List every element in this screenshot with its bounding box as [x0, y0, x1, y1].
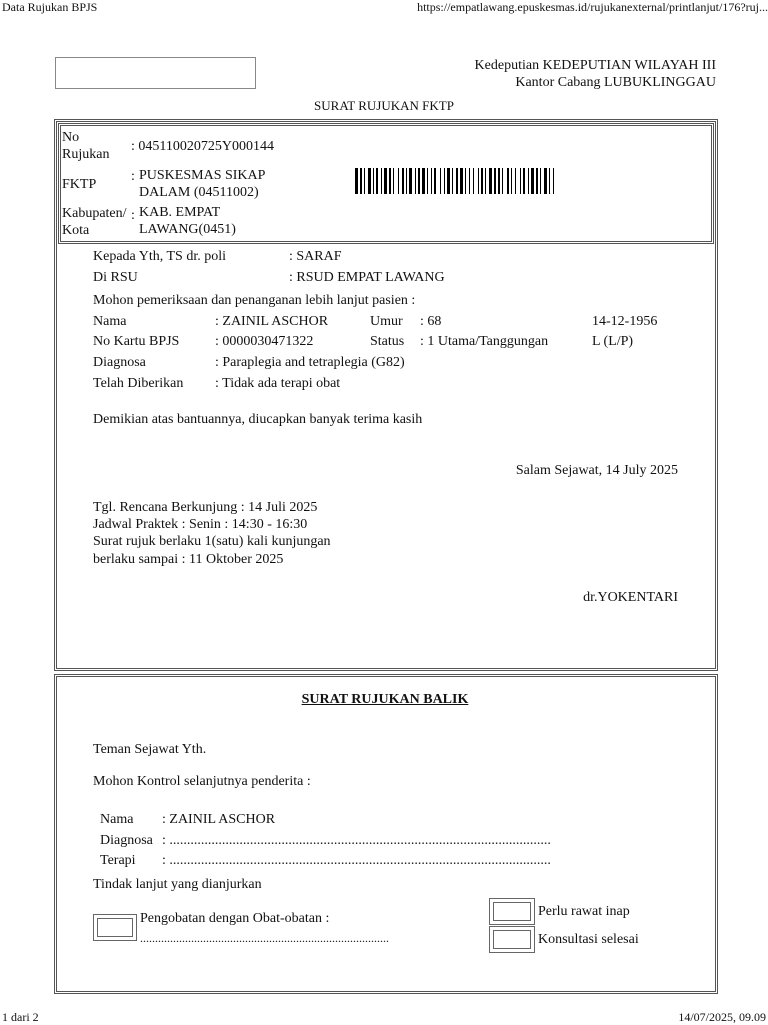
status-value: : 1 Utama/Tanggungan	[420, 334, 549, 349]
kartu-bpjs-label: No Kartu BPJS	[93, 334, 180, 349]
konsultasi-checkbox[interactable]	[489, 926, 535, 953]
balik-nama-label: Nama	[100, 812, 134, 827]
no-rujukan-value: : 045110020725Y000144	[131, 139, 274, 154]
berlaku-sampai: berlaku sampai : 11 Oktober 2025	[93, 552, 284, 567]
header-kedeputian: Kedeputian KEDEPUTIAN WILAYAH III	[474, 58, 716, 73]
rsu-value: : RSUD EMPAT LAWANG	[289, 270, 445, 285]
kartu-bpjs-value: : 0000030471322	[215, 334, 314, 349]
rujukan-balik-title: SURAT RUJUKAN BALIK	[301, 692, 469, 707]
print-page-url: https://empatlawang.epuskesmas.id/rujukanexternal/printlanjut/176?ruj...	[417, 0, 768, 14]
tindak-lanjut-label: Tindak lanjut yang dianjurkan	[93, 877, 262, 892]
rawat-inap-label: Perlu rawat inap	[538, 904, 630, 919]
kepada-value: : SARAF	[289, 249, 342, 264]
umur-value: : 68	[420, 314, 442, 329]
rsu-label: Di RSU	[93, 270, 138, 285]
no-rujukan-label-2: Rujukan	[62, 147, 110, 162]
balik-greeting: Teman Sejawat Yth.	[93, 742, 207, 757]
diberikan-value: : Tidak ada terapi obat	[215, 376, 341, 391]
umur-label: Umur	[370, 314, 403, 329]
kabupaten-colon: :	[131, 208, 135, 223]
doc-title: SURAT RUJUKAN FKTP	[314, 98, 454, 113]
balik-intro: Mohon Kontrol selanjutnya penderita :	[93, 774, 311, 789]
diberikan-label: Telah Diberikan	[93, 376, 184, 391]
status-label: Status	[370, 334, 405, 349]
obat-label: Pengobatan dengan Obat-obatan :	[140, 911, 330, 926]
fktp-value-2: DALAM (04511002)	[139, 185, 259, 200]
request-intro: Mohon pemeriksaan dan penanganan lebih lanjut pasien :	[93, 293, 416, 308]
kabupaten-label-1: Kabupaten/	[62, 206, 127, 221]
fktp-label: FKTP	[62, 177, 97, 192]
berlaku-kunjungan: Surat rujuk berlaku 1(satu) kali kunjungan	[93, 534, 331, 549]
kepada-label: Kepada Yth, TS dr. poli	[93, 249, 226, 264]
closing-text: Demikian atas bantuannya, diucapkan banyak terima kasih	[93, 412, 423, 427]
print-page-title: Data Rujukan BPJS	[2, 0, 98, 14]
nama-label: Nama	[93, 314, 127, 329]
doctor-name: dr.YOKENTARI	[583, 590, 678, 605]
salam-date: Salam Sejawat, 14 July 2025	[515, 463, 678, 478]
no-rujukan-label-1: No	[62, 130, 80, 145]
balik-diagnosa-label: Diagnosa	[100, 833, 153, 848]
jadwal-praktek: Jadwal Praktek : Senin : 14:30 - 16:30	[93, 517, 308, 532]
diagnosa-label: Diagnosa	[93, 355, 146, 370]
rawat-inap-checkbox[interactable]	[489, 898, 535, 925]
konsultasi-label: Konsultasi selesai	[538, 932, 639, 947]
print-page-count: 1 dari 2	[2, 1010, 39, 1024]
fktp-value-1: PUSKESMAS SIKAP	[139, 168, 266, 183]
balik-diagnosa-field: : .............................................................................................................	[162, 833, 551, 848]
balik-nama-value: : ZAINIL ASCHOR	[162, 812, 276, 827]
print-timestamp: 14/07/2025, 09.09	[678, 1010, 766, 1024]
sex-value: L (L/P)	[592, 334, 634, 349]
balik-terapi-field: : .............................................................................................................	[162, 853, 551, 868]
fktp-colon: :	[131, 169, 135, 184]
diagnosa-value: : Paraplegia and tetraplegia (G82)	[215, 355, 405, 370]
logo-placeholder	[55, 57, 256, 89]
kabupaten-value-2: LAWANG(0451)	[139, 222, 236, 237]
nama-value: : ZAINIL ASCHOR	[215, 314, 329, 329]
birth-date: 14-12-1956	[592, 314, 658, 329]
obat-checkbox[interactable]	[93, 914, 137, 941]
kabupaten-label-2: Kota	[62, 223, 90, 238]
tgl-rencana: Tgl. Rencana Berkunjung : 14 Juli 2025	[93, 500, 318, 515]
balik-terapi-label: Terapi	[100, 853, 136, 868]
kabupaten-value-1: KAB. EMPAT	[139, 205, 221, 220]
header-kantor-cabang: Kantor Cabang LUBUKLINGGAU	[515, 75, 716, 90]
obat-dots: ...................................................................................	[140, 931, 389, 945]
barcode-image	[355, 168, 655, 194]
